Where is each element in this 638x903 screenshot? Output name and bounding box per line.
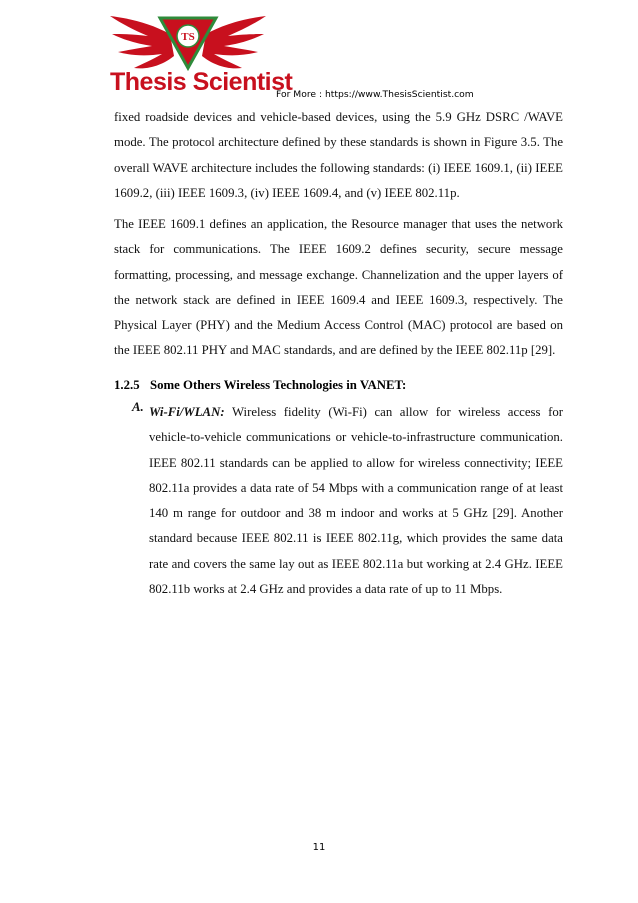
section-number: 1.2.5: [114, 378, 140, 392]
list-item: [132, 400, 563, 602]
header-link[interactable]: For More : https://www.ThesisScientist.com: [276, 89, 474, 100]
list-item-letter: A.: [132, 400, 144, 414]
logo-monogram: TS: [181, 31, 195, 43]
section-heading: [114, 378, 406, 393]
list-item-text: [149, 400, 563, 602]
paragraph: The IEEE 1609.1 defines an application, the Resource manager that uses the network stack for communications. The IEEE 1609.2 defines security, secure message formatting, processing, and message exchange. Channelization and the upper layers of the network stack are defined in IEEE 1609.4 and IEEE 1609.3, respectively. The Physical Layer (PHY) and the Medium Access Control (MAC) protocol are based on the IEEE 802.11 PHY and MAC standards, and are defined by the IEEE 802.11p [29].: [114, 217, 563, 358]
page-number: 11: [312, 842, 326, 853]
brand-name: Thesis Scientist: [110, 68, 293, 96]
section-title: Some Others Wireless Technologies in VANET:: [150, 378, 407, 392]
list-item-term: Wi-Fi/WLAN:: [149, 405, 225, 419]
paragraph: fixed roadside devices and vehicle-based devices, using the 5.9 GHz DSRC /WAVE mode. The protocol architecture defined by these standards is shown in Figure 3.5. The overall WAVE architecture includes the following standards: (i) IEEE 1609.1, (ii) IEEE 1609.2, (iii) IEEE 1609.3, (iv) IEEE 1609.4, and (v) IEEE 802.11p.: [114, 110, 563, 200]
list-item-body: Wireless fidelity (Wi-Fi) can allow for wireless access for vehicle-to-vehicle communications or vehicle-to-infrastructure communication. IEEE 802.11 standards can be applied to allow for wireless connectivity; IEEE 802.11a provides a data rate of 54 Mbps with a communication range of at least 140 m range for outdoor and 38 m indoor and works at 5 GHz [29]. Another standard because IEEE 802.11 is IEEE 802.11g, which provides the same data rate and covers the same lay out as IEEE 802.11a but working at 2.4 GHz. IEEE 802.11b works at 2.4 GHz and provides a data rate of up to 11 Mbps.: [149, 405, 563, 597]
